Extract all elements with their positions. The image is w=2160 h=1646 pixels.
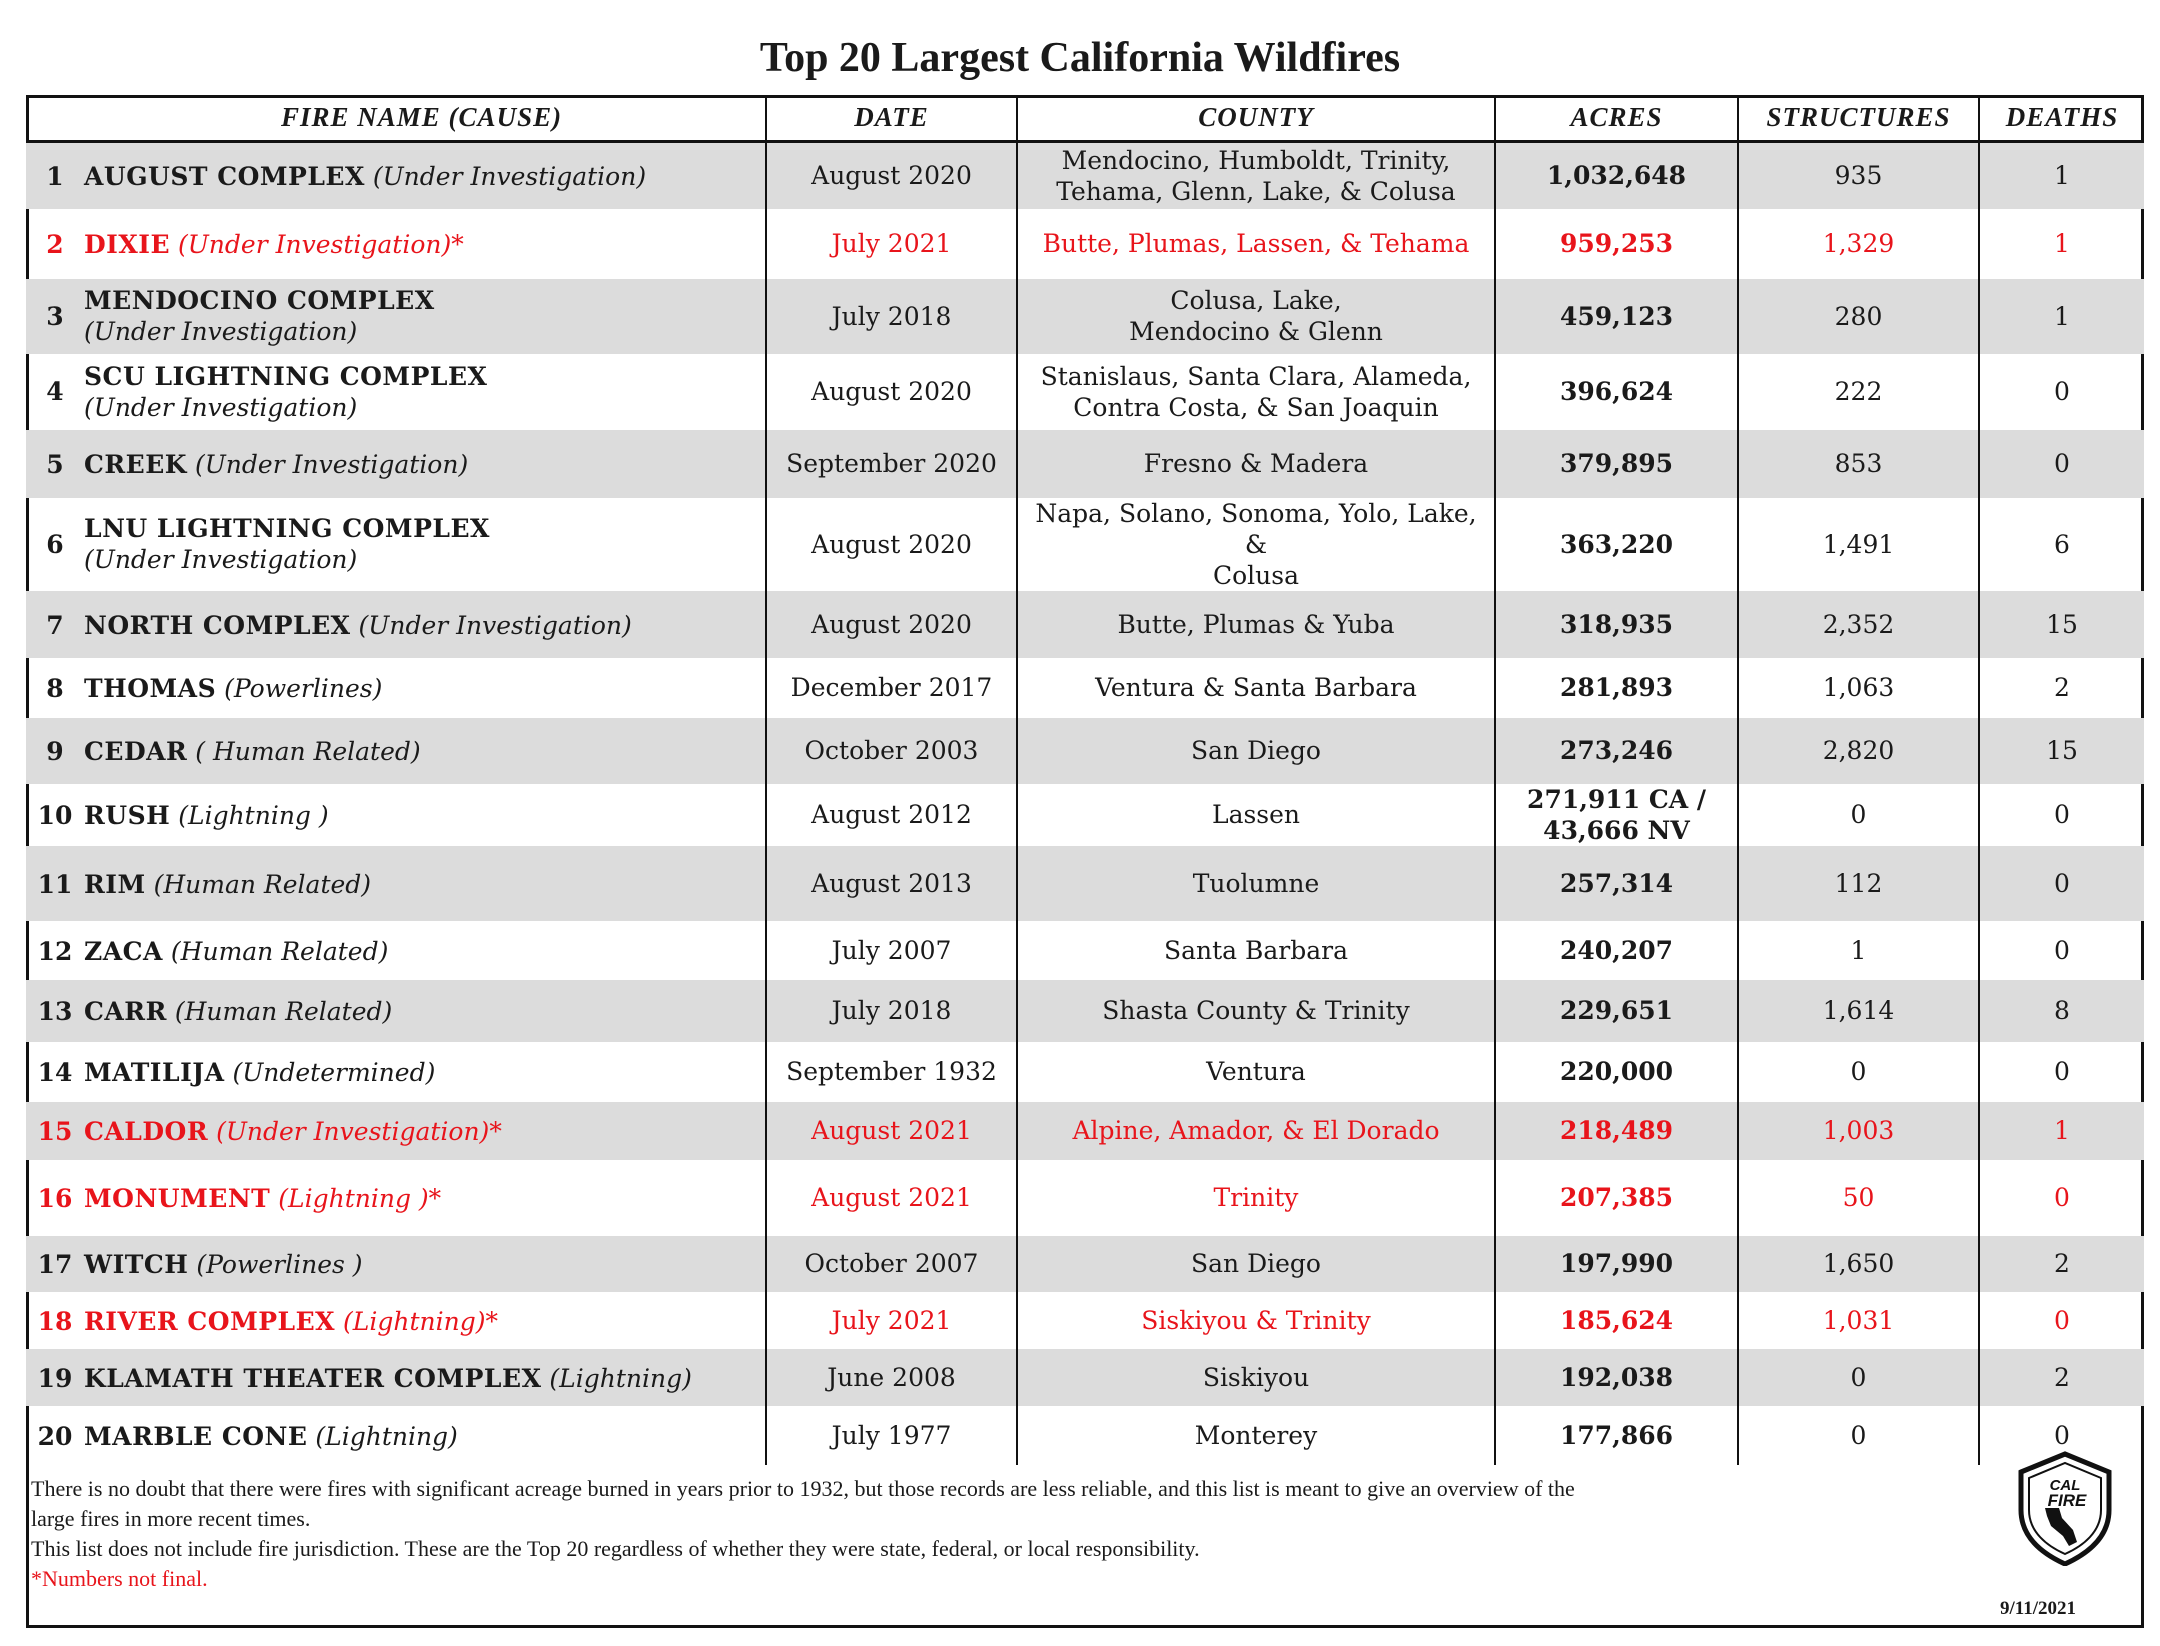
deaths-cell: 0 [2054, 800, 2070, 829]
date-cell: July 2018 [766, 279, 1017, 354]
not-final-marker: * [485, 1306, 499, 1336]
rank: 14 [37, 1058, 73, 1087]
table-row [26, 718, 2144, 784]
deaths-cell: 8 [1979, 980, 2144, 1042]
acres-line: 271,911 CA / [1527, 784, 1706, 814]
fire-cause: (Human Related) [170, 936, 389, 966]
structures-cell: 1 [1738, 921, 1979, 980]
deaths-cell: 2 [1979, 1236, 2144, 1292]
rank: 12 [37, 936, 73, 966]
date-cell: August 2021 [766, 1102, 1017, 1160]
county-line: Siskiyou & Trinity [1141, 1305, 1371, 1335]
rank: 8 [46, 674, 64, 703]
rank: 17 [37, 1250, 73, 1279]
county-cell [1017, 142, 1495, 209]
deaths-cell: 0 [2054, 1057, 2070, 1086]
fire-name-cell [26, 921, 766, 980]
fire-name-cell [26, 846, 766, 921]
fire-name: DIXIE [84, 230, 171, 259]
fire-name-cell [26, 430, 766, 498]
county-line: Alpine, Amador, & El Dorado [1072, 1116, 1440, 1145]
acres-cell [1495, 354, 1738, 430]
fire-cause: (Under Investigation) [84, 317, 358, 346]
table-row [26, 354, 2144, 430]
county-line: Siskiyou [1202, 1362, 1310, 1392]
acres-line: 185,624 [1559, 1305, 1674, 1335]
rank: 6 [46, 529, 64, 559]
fire-cause: ( Human Related) [195, 737, 421, 766]
acres-cell [1495, 498, 1738, 591]
rank: 18 [37, 1306, 73, 1336]
acres-line: 220,000 [1559, 1057, 1674, 1086]
county-cell [1017, 658, 1495, 718]
fire-name: CARR [84, 997, 167, 1026]
county-cell [1017, 498, 1495, 591]
date-cell: June 2008 [766, 1349, 1017, 1406]
fire-name: CALDOR [84, 1117, 209, 1146]
structures-cell: 853 [1738, 430, 1979, 498]
table-row [26, 980, 2144, 1042]
county-cell [1017, 1292, 1495, 1349]
fire-name-cell [26, 980, 766, 1042]
county-line: Lassen [1211, 800, 1301, 829]
county-cell [1017, 1042, 1495, 1102]
page-title: Top 20 Largest California Wildfires [759, 35, 1401, 81]
structures-cell: 1,650 [1738, 1236, 1979, 1292]
acres-line: 959,253 [1559, 229, 1674, 258]
rank: 3 [46, 301, 64, 331]
structures-cell: 0 [1738, 1042, 1979, 1102]
table-row [26, 784, 2144, 846]
county-line: Contra Costa, & San Joaquin [1073, 392, 1439, 422]
wildfire-table [26, 95, 2144, 1465]
deaths-cell: 2 [1979, 1349, 2144, 1406]
county-line: Shasta County & Trinity [1102, 996, 1410, 1025]
deaths-cell: 0 [1979, 430, 2144, 498]
fire-name: NORTH COMPLEX [84, 610, 351, 640]
table-row [26, 1102, 2144, 1160]
acres-cell [1495, 1042, 1738, 1102]
structures-cell: 1,614 [1738, 980, 1979, 1042]
table-row [26, 658, 2144, 718]
county-line: San Diego [1191, 736, 1321, 765]
date-cell: September 1932 [766, 1042, 1017, 1102]
county-cell [1017, 430, 1495, 498]
fire-name-cell [26, 1349, 766, 1406]
structures-cell: 1,031 [1738, 1292, 1979, 1349]
deaths-cell: 0 [2054, 377, 2070, 406]
table-row [26, 498, 2144, 591]
acres-line: 197,990 [1559, 1249, 1674, 1278]
table-row [26, 1349, 2144, 1406]
date-cell: December 2017 [766, 658, 1017, 718]
fire-name-cell [26, 718, 766, 784]
fire-name-cell [26, 1160, 766, 1236]
structures-cell: 1,329 [1738, 209, 1979, 279]
deaths-cell: 0 [2054, 1420, 2070, 1450]
county-line: Colusa, Lake, [1170, 286, 1342, 315]
fire-name-cell [26, 142, 766, 209]
rank: 2 [46, 230, 64, 259]
date-cell: August 2020 [766, 591, 1017, 658]
acres-line: 177,866 [1559, 1420, 1674, 1450]
note-line: large fires in more recent times. [31, 1506, 311, 1531]
note-line: There is no doubt that there were fires with significant acreage burned in years prior to 1932, but those records are less reliable, and this list is meant to give an overview of the [31, 1476, 1575, 1501]
table-row [26, 209, 2144, 279]
rank: 19 [37, 1363, 73, 1393]
acres-cell [1495, 209, 1738, 279]
fire-cause: (Under Investigation) [216, 1117, 490, 1146]
fire-name-cell [26, 279, 766, 354]
date-cell: August 2021 [766, 1160, 1017, 1236]
acres-cell [1495, 1349, 1738, 1406]
fire-cause: (Lightning ) [178, 801, 329, 830]
county-line: Monterey [1194, 1420, 1318, 1450]
acres-line: 257,314 [1559, 868, 1674, 898]
rank: 16 [37, 1184, 73, 1213]
county-line: Butte, Plumas, Lassen, & Tehama [1042, 229, 1470, 258]
acres-line: 218,489 [1559, 1116, 1674, 1145]
table-row [26, 142, 2144, 209]
table-row [26, 1292, 2144, 1349]
county-line: Santa Barbara [1163, 935, 1349, 965]
acres-cell [1495, 591, 1738, 658]
deaths-cell: 6 [2054, 529, 2070, 559]
fire-name: RUSH [84, 801, 171, 830]
fire-cause: (Under Investigation) [358, 610, 632, 640]
table-row [26, 846, 2144, 921]
deaths-cell: 1 [1979, 279, 2144, 354]
county-line: San Diego [1191, 1249, 1321, 1278]
not-final-marker: * [428, 1184, 442, 1213]
acres-cell [1495, 430, 1738, 498]
county-cell [1017, 1160, 1495, 1236]
fire-cause: (Lightning) [549, 1363, 692, 1393]
acres-line: 207,385 [1559, 1183, 1674, 1212]
county-cell [1017, 718, 1495, 784]
county-cell [1017, 980, 1495, 1042]
fire-name-cell [26, 1406, 766, 1465]
acres-cell [1495, 279, 1738, 354]
fire-name: CREEK [84, 450, 188, 479]
fire-name-cell [26, 354, 766, 430]
table-row [26, 1406, 2144, 1465]
county-cell [1017, 784, 1495, 846]
not-final-marker: * [451, 230, 464, 259]
acres-cell [1495, 1102, 1738, 1160]
date-cell: July 2021 [766, 1292, 1017, 1349]
fire-name: AUGUST COMPLEX [84, 162, 365, 192]
county-line: Mendocino, Humboldt, Trinity, [1061, 145, 1451, 175]
rank: 10 [37, 801, 73, 830]
table-row [26, 1042, 2144, 1102]
county-line: Tehama, Glenn, Lake, & Colusa [1056, 176, 1456, 206]
fire-cause: (Human Related) [153, 869, 372, 899]
rank: 7 [46, 610, 64, 640]
county-line: Napa, Solano, Sonoma, Yolo, Lake, & [1035, 498, 1477, 559]
table-row [26, 1236, 2144, 1292]
structures-cell: 2,820 [1738, 718, 1979, 784]
header-fire-name: FIRE NAME (CAUSE) [26, 95, 766, 142]
acres-line: 1,032,648 [1546, 161, 1687, 191]
acres-line: 192,038 [1559, 1362, 1674, 1392]
fire-name: RIVER COMPLEX [84, 1306, 336, 1336]
header-structures: STRUCTURES [1738, 95, 1979, 142]
acres-line: 240,207 [1559, 935, 1674, 965]
table-row [26, 279, 2144, 354]
note-line: This list does not include fire jurisdiction. These are the Top 20 regardless of whether they were state, federal, or local responsibility. [31, 1536, 1200, 1561]
fire-name-cell [26, 1102, 766, 1160]
acres-line: 396,624 [1559, 377, 1674, 406]
header-deaths: DEATHS [1979, 95, 2144, 142]
acres-cell [1495, 718, 1738, 784]
logo-text-fire: FIRE [2047, 1491, 2087, 1510]
structures-cell: 935 [1738, 142, 1979, 209]
rank: 11 [37, 869, 73, 899]
acres-cell [1495, 1292, 1738, 1349]
fire-name: CEDAR [84, 737, 188, 766]
county-line: Ventura & Santa Barbara [1095, 673, 1417, 702]
deaths-cell: 1 [2054, 229, 2070, 258]
structures-cell: 1,063 [1738, 658, 1979, 718]
deaths-cell: 0 [1979, 846, 2144, 921]
fire-cause: (Under Investigation) [177, 230, 452, 259]
rank: 1 [46, 162, 64, 192]
not-final-marker: * [489, 1117, 502, 1146]
acres-cell [1495, 846, 1738, 921]
rank: 13 [37, 997, 73, 1026]
fire-name: MONUMENT [84, 1184, 271, 1213]
acres-line: 379,895 [1559, 449, 1674, 478]
date-cell: October 2007 [766, 1236, 1017, 1292]
date-cell: July 1977 [766, 1406, 1017, 1465]
acres-line: 363,220 [1559, 529, 1674, 559]
fire-cause: (Powerlines) [224, 674, 383, 703]
structures-cell: 0 [1738, 1349, 1979, 1406]
county-cell [1017, 209, 1495, 279]
structures-cell: 1,003 [1738, 1102, 1979, 1160]
fire-cause: (Undetermined) [232, 1058, 436, 1087]
date-cell: September 2020 [766, 430, 1017, 498]
date-cell: August 2013 [766, 846, 1017, 921]
fire-name-cell [26, 784, 766, 846]
acres-line: 43,666 NV [1543, 815, 1690, 845]
document-date: 9/11/2021 [2000, 1598, 2077, 1619]
table-row [26, 1160, 2144, 1236]
date-cell: August 2012 [766, 784, 1017, 846]
structures-cell: 1,491 [1738, 498, 1979, 591]
rank: 15 [37, 1117, 73, 1146]
logo-text-cal: CAL [2049, 1477, 2081, 1494]
fire-name: WITCH [84, 1250, 189, 1279]
structures-cell: 50 [1738, 1160, 1979, 1236]
rank: 9 [46, 737, 64, 766]
notes [31, 1474, 1991, 1594]
structures-cell: 222 [1738, 354, 1979, 430]
structures-cell: 280 [1738, 279, 1979, 354]
date-cell: August 2020 [766, 142, 1017, 209]
fire-cause: (Lightning ) [278, 1184, 429, 1213]
county-line: Butte, Plumas & Yuba [1117, 609, 1395, 639]
rank: 5 [46, 450, 64, 479]
county-cell [1017, 591, 1495, 658]
county-cell [1017, 1349, 1495, 1406]
acres-line: 229,651 [1559, 996, 1674, 1025]
fire-name: ZACA [84, 936, 163, 966]
fire-name-cell [26, 498, 766, 591]
cal-fire-logo [2015, 1450, 2115, 1566]
fire-name-cell [26, 209, 766, 279]
acres-cell [1495, 658, 1738, 718]
fire-name-cell [26, 591, 766, 658]
date-cell: October 2003 [766, 718, 1017, 784]
acres-cell [1495, 1236, 1738, 1292]
fire-name: THOMAS [84, 674, 217, 703]
acres-cell [1495, 142, 1738, 209]
acres-cell [1495, 1406, 1738, 1465]
fire-cause: (Lightning) [315, 1421, 458, 1451]
fire-cause: (Under Investigation) [84, 545, 358, 574]
fire-name-cell [26, 1236, 766, 1292]
header-county: COUNTY [1017, 95, 1495, 142]
footnote: *Numbers not final. [31, 1566, 208, 1591]
fire-name-cell [26, 1292, 766, 1349]
county-line: Stanislaus, Santa Clara, Alameda, [1040, 361, 1472, 391]
date-cell: July 2007 [766, 921, 1017, 980]
structures-cell: 0 [1738, 784, 1979, 846]
table-row [26, 921, 2144, 980]
county-cell [1017, 279, 1495, 354]
table-row [26, 591, 2144, 658]
deaths-cell: 1 [1979, 142, 2144, 209]
fire-name: MATILIJA [84, 1058, 225, 1087]
fire-cause: (Under Investigation) [84, 392, 358, 422]
header-date: DATE [766, 95, 1017, 142]
fire-cause: (Under Investigation) [194, 450, 469, 479]
deaths-cell: 0 [2054, 1305, 2070, 1335]
fire-name: MENDOCINO COMPLEX [84, 286, 435, 315]
acres-cell [1495, 784, 1738, 846]
county-line: Fresno & Madera [1143, 449, 1369, 478]
table-row [26, 430, 2144, 498]
deaths-cell: 0 [2054, 1183, 2070, 1212]
deaths-cell: 1 [1979, 1102, 2144, 1160]
fire-name: LNU LIGHTNING COMPLEX [84, 514, 490, 543]
date-cell: August 2020 [766, 498, 1017, 591]
header-row [26, 95, 2144, 142]
county-cell [1017, 354, 1495, 430]
structures-cell: 112 [1738, 846, 1979, 921]
fire-cause: (Under Investigation) [372, 162, 647, 192]
fire-name: RIM [84, 869, 146, 899]
county-line: Mendocino & Glenn [1129, 317, 1383, 346]
county-cell [1017, 1236, 1495, 1292]
fire-name-cell [26, 1042, 766, 1102]
fire-cause: (Powerlines ) [196, 1250, 363, 1279]
deaths-cell: 2 [2054, 673, 2070, 702]
date-cell: July 2018 [766, 980, 1017, 1042]
county-cell [1017, 1102, 1495, 1160]
fire-name: KLAMATH THEATER COMPLEX [84, 1363, 542, 1393]
acres-line: 281,893 [1559, 673, 1674, 702]
acres-cell [1495, 1160, 1738, 1236]
deaths-cell: 0 [2054, 935, 2070, 965]
date-cell: August 2020 [766, 354, 1017, 430]
deaths-cell: 15 [1979, 718, 2144, 784]
rank: 20 [37, 1421, 73, 1451]
deaths-cell: 15 [1979, 591, 2144, 658]
fire-cause: (Human Related) [174, 997, 393, 1026]
acres-line: 459,123 [1559, 301, 1674, 331]
rank: 4 [46, 377, 64, 406]
structures-cell: 2,352 [1738, 591, 1979, 658]
county-cell [1017, 846, 1495, 921]
county-line: Trinity [1213, 1183, 1299, 1212]
county-line: Tuolumne [1192, 868, 1320, 898]
county-line: Colusa [1212, 560, 1299, 590]
date-cell: July 2021 [766, 209, 1017, 279]
acres-cell [1495, 921, 1738, 980]
acres-cell [1495, 980, 1738, 1042]
fire-name: SCU LIGHTNING COMPLEX [84, 361, 488, 391]
acres-line: 273,246 [1559, 736, 1674, 765]
fire-name-cell [26, 658, 766, 718]
header-acres: ACRES [1495, 95, 1738, 142]
fire-name: MARBLE CONE [84, 1421, 308, 1451]
structures-cell: 0 [1738, 1406, 1979, 1465]
county-cell [1017, 921, 1495, 980]
fire-cause: (Lightning) [343, 1306, 486, 1336]
acres-line: 318,935 [1559, 609, 1674, 639]
county-cell [1017, 1406, 1495, 1465]
county-line: Ventura [1206, 1057, 1306, 1086]
